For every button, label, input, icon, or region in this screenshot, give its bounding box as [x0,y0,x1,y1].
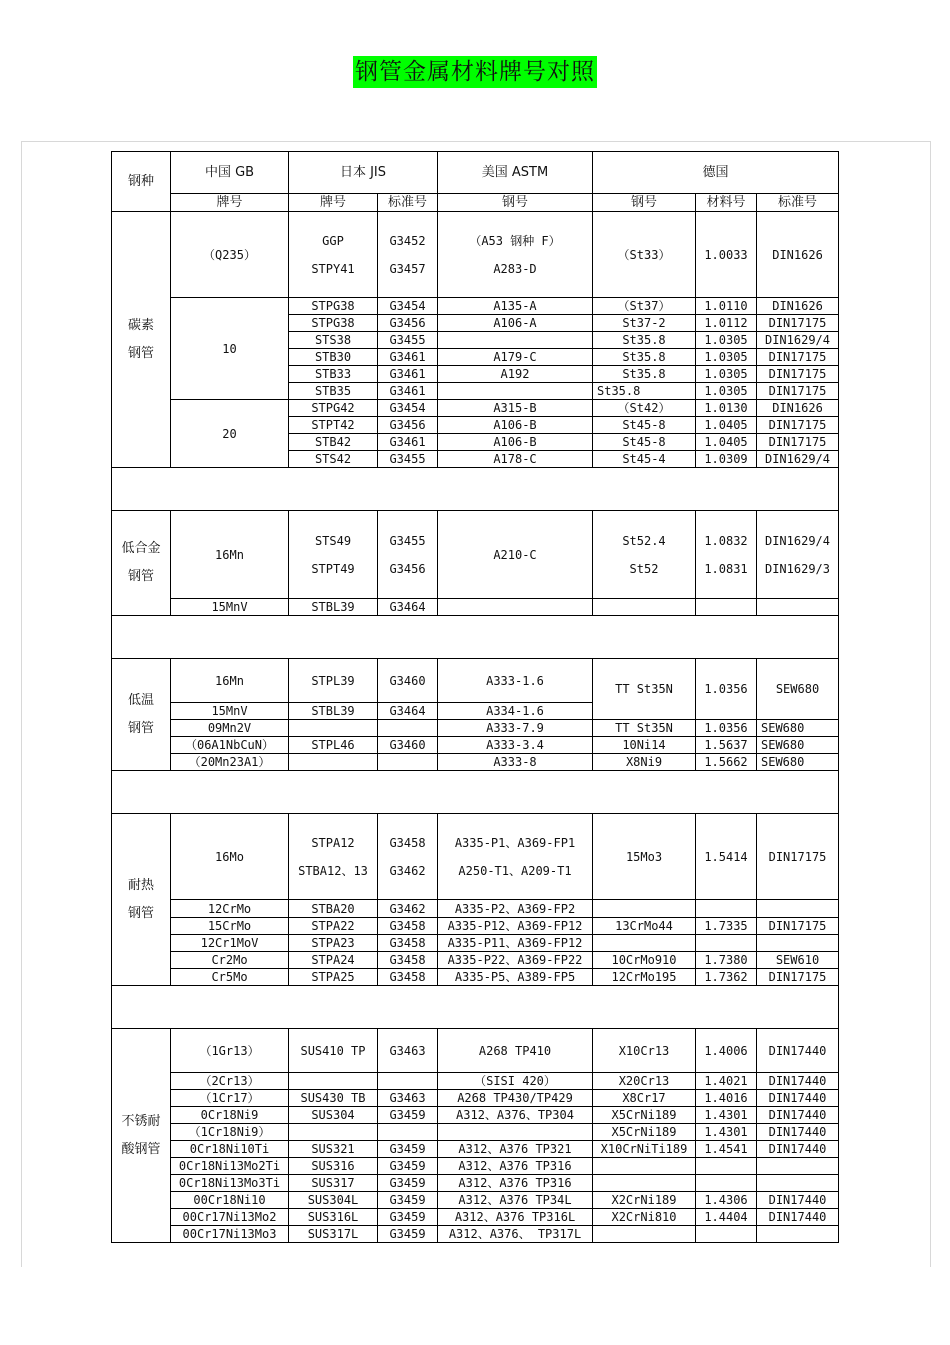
cell-jis-std: G3456 [378,315,438,332]
cell-jis-std: G3459 [378,1141,438,1158]
cell-din: DIN1626 [757,212,839,298]
cell-astm: A268 TP430/TP429 [438,1090,593,1107]
cell-jis-std [378,754,438,771]
cell-din: SEW680 [757,737,839,754]
cell-jis: STPL39 [289,659,378,703]
cell-jis-std: G3462 [378,900,438,918]
material-grade-table [111,151,839,1243]
cell-de: St37-2 [593,315,696,332]
cell-de [593,1158,696,1175]
cell-de: St35.8 [593,332,696,349]
cell-matno: 1.0832 1.0831 [696,511,757,599]
cell-astm [438,332,593,349]
cell-de [593,900,696,918]
cell-matno: 1.0309 [696,451,757,468]
cell-astm: A335-P5、A389-FP5 [438,969,593,986]
cell-astm: A335-P22、A369-FP22 [438,952,593,969]
cell-gb: 15CrMo [171,918,289,935]
cell-astm [438,599,593,616]
cell-matno: 1.5637 [696,737,757,754]
cell-din [757,935,839,952]
cell-matno: 1.7380 [696,952,757,969]
cell-de: X8Cr17 [593,1090,696,1107]
table-row [112,754,839,771]
cell-jis-std: G3458 [378,918,438,935]
cell-astm: A106-B [438,417,593,434]
cell-matno: 1.0033 [696,212,757,298]
section-gap [112,986,839,1029]
kind-stainless: 不锈耐 酸钢管 [112,1029,171,1243]
cell-din: DIN17440 [757,1124,839,1141]
cell-de: X10Cr13 [593,1029,696,1073]
cell-de: （St42） [593,400,696,417]
cell-din: SEW680 [757,720,839,737]
cell-de: St52.4 St52 [593,511,696,599]
cell-gb: 0Cr18Ni13Mo2Ti [171,1158,289,1175]
cell-de: X20Cr13 [593,1073,696,1090]
cell-astm: A312、A376、TP304 [438,1107,593,1124]
cell-de: St45-8 [593,434,696,451]
cell-de: St35.8 [593,383,696,400]
cell-de: 13CrMo44 [593,918,696,935]
cell-jis: STPA23 [289,935,378,952]
cell-jis: STPA22 [289,918,378,935]
cell-matno: 1.0110 [696,298,757,315]
cell-jis: SUS304L [289,1192,378,1209]
cell-jis-std [378,1124,438,1141]
cell-din: DIN17440 [757,1209,839,1226]
cell-jis-std: G3458 [378,969,438,986]
cell-astm: A334-1.6 [438,703,593,720]
table-row [112,1141,839,1158]
cell-jis: GGP STPY41 [289,212,378,298]
cell-jis-std: G3459 [378,1158,438,1175]
table-row [112,511,839,599]
header-china: 中国 GB [171,152,289,194]
cell-gb: （1Gr13） [171,1029,289,1073]
cell-matno: 1.4016 [696,1090,757,1107]
cell-matno: 1.5662 [696,754,757,771]
table-row [112,212,839,298]
cell-jis-std: G3458 [378,935,438,952]
cell-din: DIN17175 [757,417,839,434]
cell-de: TT St35N [593,720,696,737]
cell-astm: A312、A376 TP316 [438,1175,593,1192]
cell-din: DIN1626 [757,298,839,315]
cell-jis-std: G3460 [378,659,438,703]
section-gap-row [112,468,839,511]
cell-din: DIN17440 [757,1090,839,1107]
cell-din: DIN17175 [757,349,839,366]
cell-astm: A335-P11、A369-FP12 [438,935,593,952]
table-row [112,900,839,918]
cell-gb: 0Cr18Ni13Mo3Ti [171,1175,289,1192]
cell-jis-std: G3459 [378,1192,438,1209]
cell-jis [289,1073,378,1090]
cell-matno: 1.4301 [696,1107,757,1124]
cell-jis-std: G3454 [378,400,438,417]
table-row [112,1192,839,1209]
cell-astm: A315-B [438,400,593,417]
cell-astm: A312、A376、 TP317L [438,1226,593,1243]
cell-astm: A179-C [438,349,593,366]
table-row [112,1073,839,1090]
cell-din: DIN17175 [757,366,839,383]
cell-gb: 15MnV [171,599,289,616]
cell-jis-std: G3455 G3456 [378,511,438,599]
cell-din [757,1226,839,1243]
cell-din: DIN17175 [757,315,839,332]
table-row [112,1209,839,1226]
cell-gb: 20 [171,400,289,468]
table-row [112,1175,839,1192]
cell-jis-std: G3464 [378,599,438,616]
cell-astm: A335-P1、A369-FP1 A250-T1、A209-T1 [438,814,593,900]
cell-gb: 10 [171,298,289,400]
table-row [112,659,839,703]
cell-gb: （06A1NbCuN） [171,737,289,754]
cell-de: X2CrNi810 [593,1209,696,1226]
cell-matno: 1.0305 [696,366,757,383]
cell-jis [289,720,378,737]
cell-jis: SUS317L [289,1226,378,1243]
subheader-grade-jp: 牌号 [289,194,378,212]
table-row [112,918,839,935]
cell-jis: STS38 [289,332,378,349]
cell-matno: 1.0356 [696,659,757,720]
page-title: 钢管金属材料牌号对照 [353,56,597,88]
cell-matno: 1.0305 [696,332,757,349]
kind-lowalloy: 低合金 钢管 [112,511,171,616]
cell-astm: A210-C [438,511,593,599]
cell-jis-std [378,720,438,737]
cell-de: 12CrMo195 [593,969,696,986]
cell-gb: 00Cr17Ni13Mo3 [171,1226,289,1243]
table-row [112,1158,839,1175]
cell-din: SEW680 [757,659,839,720]
cell-din [757,1175,839,1192]
cell-jis: STB35 [289,383,378,400]
cell-din: DIN17175 [757,383,839,400]
cell-de: St35.8 [593,349,696,366]
header-kind: 钢种 [112,152,171,212]
cell-matno: 1.0112 [696,315,757,332]
cell-din: DIN17440 [757,1029,839,1073]
cell-astm: A333-7.9 [438,720,593,737]
table-row [112,720,839,737]
cell-matno: 1.0405 [696,417,757,434]
subheader-steel-de: 钢号 [593,194,696,212]
cell-jis-std: G3464 [378,703,438,720]
cell-jis: STB42 [289,434,378,451]
header-usa: 美国 ASTM [438,152,593,194]
cell-de [593,1175,696,1192]
cell-gb: 0Cr18Ni10Ti [171,1141,289,1158]
cell-gb: 16Mo [171,814,289,900]
cell-astm: A106-A [438,315,593,332]
table-row [112,952,839,969]
cell-din: SEW610 [757,952,839,969]
cell-de: St35.8 [593,366,696,383]
subheader-row [112,194,839,212]
cell-astm: A312、A376 TP316L [438,1209,593,1226]
cell-matno: 1.0356 [696,720,757,737]
table-row [112,298,839,315]
cell-jis-std: G3452 G3457 [378,212,438,298]
cell-jis [289,754,378,771]
cell-astm: A178-C [438,451,593,468]
kind-label: 碳素 [127,317,154,333]
cell-de: St45-8 [593,417,696,434]
table-row [112,599,839,616]
cell-astm: （A53 钢种 F） A283-D [438,212,593,298]
cell-jis: STS49 STPT49 [289,511,378,599]
table-row [112,1107,839,1124]
cell-astm: A106-B [438,434,593,451]
subheader-std-jp: 标准号 [378,194,438,212]
cell-matno [696,900,757,918]
cell-din: DIN17440 [757,1192,839,1209]
section-gap-row [112,771,839,814]
cell-jis-std: G3461 [378,434,438,451]
cell-de: X5CrNi189 [593,1124,696,1141]
cell-jis: STBA20 [289,900,378,918]
header-germany: 德国 [593,152,839,194]
cell-jis: STPT42 [289,417,378,434]
cell-matno: 1.7335 [696,918,757,935]
cell-gb: （2Cr13） [171,1073,289,1090]
header-japan: 日本 JIS [289,152,438,194]
kind-heat: 耐热 钢管 [112,814,171,986]
cell-matno: 1.4006 [696,1029,757,1073]
cell-din [757,900,839,918]
cell-din: DIN17175 [757,918,839,935]
cell-jis-std: G3459 [378,1107,438,1124]
cell-de: 10CrMo910 [593,952,696,969]
cell-jis-std: G3461 [378,383,438,400]
subheader-matno: 材料号 [696,194,757,212]
cell-astm: A192 [438,366,593,383]
cell-astm: A312、A376 TP316 [438,1158,593,1175]
cell-astm [438,383,593,400]
cell-matno: 1.0130 [696,400,757,417]
cell-jis: SUS317 [289,1175,378,1192]
cell-gb: 16Mn [171,659,289,703]
cell-jis-std: G3454 [378,298,438,315]
cell-matno: 1.4301 [696,1124,757,1141]
cell-jis: SUS430 TB [289,1090,378,1107]
cell-jis: SUS410 TP [289,1029,378,1073]
cell-jis: STPA24 [289,952,378,969]
cell-din: DIN17440 [757,1107,839,1124]
cell-din: DIN17440 [757,1141,839,1158]
cell-matno [696,1226,757,1243]
table-row [112,1029,839,1073]
cell-jis-std: G3458 [378,952,438,969]
cell-jis-std: G3458 G3462 [378,814,438,900]
cell-jis: STBL39 [289,599,378,616]
cell-jis: STPG38 [289,315,378,332]
table-row [112,814,839,900]
section-gap [112,468,839,511]
table-row [112,737,839,754]
kind-label: 钢管 [127,345,154,361]
subheader-grade-cn: 牌号 [171,194,289,212]
cell-matno: 1.7362 [696,969,757,986]
section-gap-row [112,986,839,1029]
cell-jis-std: G3455 [378,451,438,468]
cell-de: （St37） [593,298,696,315]
section-gap [112,771,839,814]
kind-carbon [112,212,171,468]
cell-din: DIN1629/4 [757,332,839,349]
cell-din: DIN17175 [757,814,839,900]
cell-astm: （SISI 420） [438,1073,593,1090]
cell-jis-std: G3460 [378,737,438,754]
cell-astm: A268 TP410 [438,1029,593,1073]
cell-matno: 1.4541 [696,1141,757,1158]
cell-gb: （20Mn23A1） [171,754,289,771]
cell-jis: SUS304 [289,1107,378,1124]
cell-de [593,935,696,952]
cell-jis: STB30 [289,349,378,366]
cell-de: 10Ni14 [593,737,696,754]
cell-gb: 09Mn2V [171,720,289,737]
cell-din: DIN17175 [757,434,839,451]
table-row [112,969,839,986]
cell-gb: 15MnV [171,703,289,720]
cell-matno: 1.0305 [696,349,757,366]
cell-jis: STPA12 STBA12、13 [289,814,378,900]
subheader-steel-us: 钢号 [438,194,593,212]
section-gap [112,616,839,659]
cell-astm: A333-1.6 [438,659,593,703]
cell-gb: Cr2Mo [171,952,289,969]
cell-din [757,599,839,616]
cell-de [593,599,696,616]
cell-astm: A135-A [438,298,593,315]
cell-jis-std: G3459 [378,1209,438,1226]
cell-matno [696,1175,757,1192]
cell-astm: A312、A376 TP34L [438,1192,593,1209]
cell-gb: （1Cr17） [171,1090,289,1107]
cell-jis-std: G3456 [378,417,438,434]
cell-astm: A333-3.4 [438,737,593,754]
cell-jis-std: G3459 [378,1175,438,1192]
cell-matno: 1.4404 [696,1209,757,1226]
table-row [112,935,839,952]
cell-astm: A312、A376 TP321 [438,1141,593,1158]
cell-gb: 00Cr18Ni10 [171,1192,289,1209]
cell-astm: A333-8 [438,754,593,771]
cell-gb: （1Cr18Ni9） [171,1124,289,1141]
cell-de: X10CrNiTi189 [593,1141,696,1158]
header-row [112,152,839,194]
cell-gb: 12CrMo [171,900,289,918]
title-container [0,56,950,88]
cell-jis-std: G3455 [378,332,438,349]
cell-matno [696,935,757,952]
cell-de: X2CrNi189 [593,1192,696,1209]
section-gap-row [112,616,839,659]
cell-matno: 1.5414 [696,814,757,900]
cell-din: DIN1629/4 DIN1629/3 [757,511,839,599]
cell-gb: 00Cr17Ni13Mo2 [171,1209,289,1226]
cell-matno: 1.4021 [696,1073,757,1090]
cell-jis-std: G3459 [378,1226,438,1243]
cell-jis: SUS321 [289,1141,378,1158]
cell-jis: STPL46 [289,737,378,754]
cell-jis: SUS316L [289,1209,378,1226]
cell-de: TT St35N [593,659,696,720]
cell-jis-std: G3463 [378,1029,438,1073]
cell-matno: 1.0405 [696,434,757,451]
cell-jis: STBL39 [289,703,378,720]
cell-din: DIN1626 [757,400,839,417]
cell-gb: 12Cr1MoV [171,935,289,952]
table-row [112,400,839,417]
cell-gb: Cr5Mo [171,969,289,986]
cell-gb: 16Mn [171,511,289,599]
cell-matno [696,599,757,616]
cell-matno: 1.4306 [696,1192,757,1209]
cell-jis-std [378,1073,438,1090]
cell-jis: STB33 [289,366,378,383]
cell-astm: A335-P2、A369-FP2 [438,900,593,918]
cell-jis-std: G3463 [378,1090,438,1107]
cell-din: DIN17175 [757,969,839,986]
cell-jis [289,1124,378,1141]
cell-din: DIN17440 [757,1073,839,1090]
cell-de: X8Ni9 [593,754,696,771]
cell-jis: STPG38 [289,298,378,315]
cell-matno: 1.0305 [696,383,757,400]
cell-din: DIN1629/4 [757,451,839,468]
cell-de: St45-4 [593,451,696,468]
cell-gb: 0Cr18Ni9 [171,1107,289,1124]
cell-jis-std: G3461 [378,349,438,366]
cell-matno [696,1158,757,1175]
cell-din: SEW680 [757,754,839,771]
kind-lowtemp: 低温 钢管 [112,659,171,771]
table-row [112,1124,839,1141]
table-row [112,1090,839,1107]
cell-jis: STS42 [289,451,378,468]
cell-de: （St33） [593,212,696,298]
cell-de: 15Mo3 [593,814,696,900]
cell-jis: STPG42 [289,400,378,417]
cell-jis: SUS316 [289,1158,378,1175]
cell-de: X5CrNi189 [593,1107,696,1124]
cell-astm [438,1124,593,1141]
cell-de [593,1226,696,1243]
cell-jis: STPA25 [289,969,378,986]
table-row [112,1226,839,1243]
subheader-std-de: 标准号 [757,194,839,212]
cell-jis-std: G3461 [378,366,438,383]
cell-gb: （Q235） [171,212,289,298]
cell-din [757,1158,839,1175]
cell-astm: A335-P12、A369-FP12 [438,918,593,935]
